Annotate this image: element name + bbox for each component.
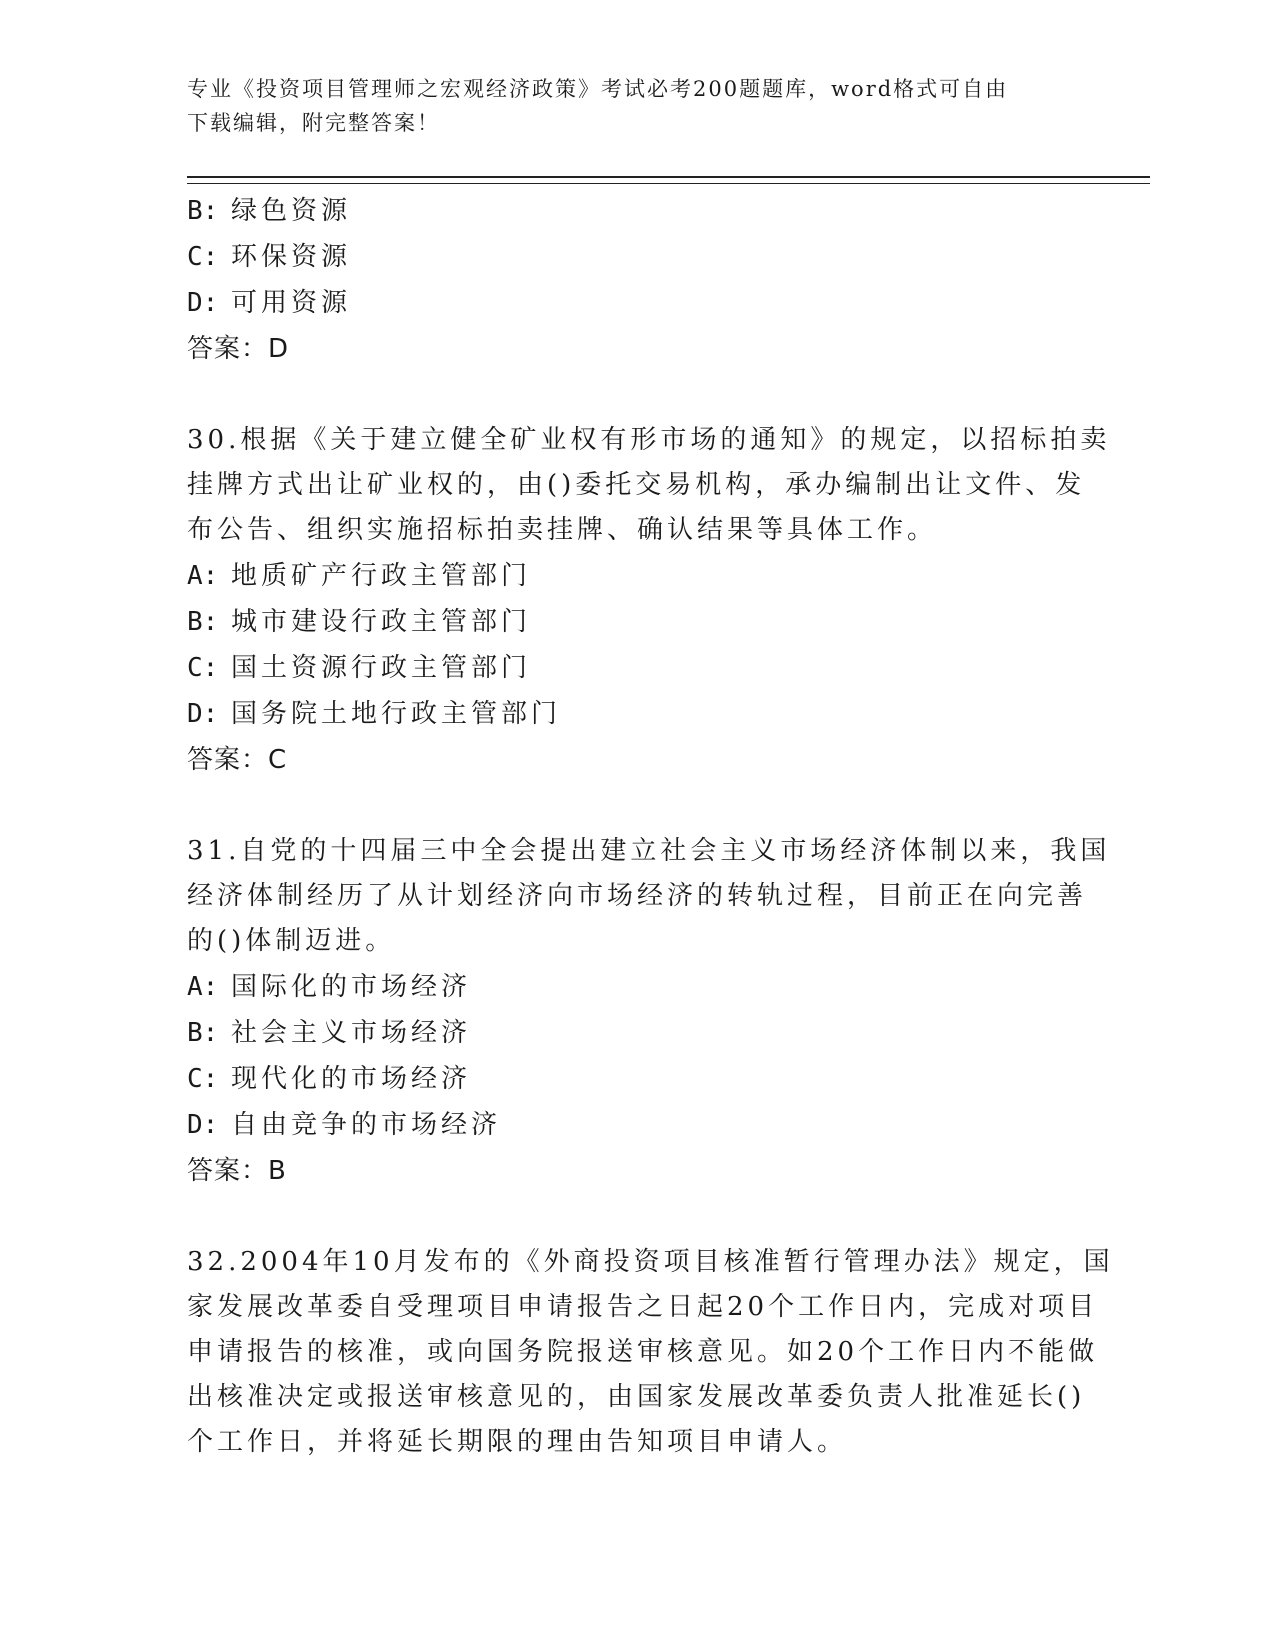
header-line-1: 专业《投资项目管理师之宏观经济政策》考试必考200题题库，word格式可自由 (187, 77, 1009, 101)
question-text-line: 布公告、组织实施招标拍卖挂牌、确认结果等具体工作。 (187, 515, 938, 545)
question-block-31 (187, 829, 1111, 1194)
option-text: 国务院土地行政主管部门 (231, 699, 562, 729)
question-text-line: 个工作日，并将延长期限的理由告知项目申请人。 (187, 1427, 848, 1457)
question-text-line: 经济体制经历了从计划经济向市场经济的转轨过程，目前正在向完善 (187, 881, 1088, 911)
option-text: 绿色资源 (231, 196, 352, 226)
spacer (187, 783, 1067, 829)
option-a (187, 964, 1067, 1010)
option-letter: C: (187, 242, 219, 272)
option-text: 国际化的市场经济 (231, 972, 472, 1002)
question-text-line: 出核准决定或报送审核意见的，由国家发展改革委负责人批准延长() (187, 1382, 1086, 1412)
option-letter: B: (187, 196, 219, 226)
answer-line: 答案：B (187, 1156, 287, 1186)
option-c (187, 1056, 1067, 1102)
option-letter: B: (187, 1018, 219, 1048)
option-letter: B: (187, 607, 219, 637)
question-content (187, 188, 1114, 1465)
option-c (187, 234, 1067, 280)
option-letter: A: (187, 561, 219, 591)
option-a (187, 553, 1067, 599)
spacer (187, 1194, 1067, 1240)
answer-line: 答案：D (187, 334, 290, 364)
option-text: 社会主义市场经济 (231, 1018, 472, 1048)
option-letter: D: (187, 288, 219, 318)
option-letter: D: (187, 1110, 219, 1140)
option-text: 地质矿产行政主管部门 (231, 561, 532, 591)
option-text: 现代化的市场经济 (231, 1064, 472, 1094)
option-b (187, 599, 1067, 645)
option-text: 环保资源 (231, 242, 352, 272)
header-divider (187, 176, 1150, 184)
question-text-line: 30.根据《关于建立健全矿业权有形市场的通知》的规定，以招标拍卖 (187, 425, 1111, 455)
option-c (187, 645, 1067, 691)
option-d (187, 691, 1067, 737)
question-text-line: 家发展改革委自受理项目申请报告之日起20个工作日内，完成对项目 (187, 1292, 1099, 1322)
option-letter: D: (187, 699, 219, 729)
option-letter: C: (187, 1064, 219, 1094)
option-b (187, 188, 1067, 234)
option-text: 可用资源 (231, 288, 352, 318)
option-letter: A: (187, 972, 219, 1002)
option-text: 城市建设行政主管部门 (231, 607, 532, 637)
option-b (187, 1010, 1067, 1056)
question-text-line: 申请报告的核准，或向国务院报送审核意见。如20个工作日内不能做 (187, 1337, 1099, 1367)
question-block-29 (187, 188, 1067, 372)
page-header (187, 72, 1067, 140)
option-text: 国土资源行政主管部门 (231, 653, 532, 683)
option-d (187, 280, 1067, 326)
answer-line: 答案：C (187, 745, 288, 775)
spacer (187, 372, 1067, 418)
option-d (187, 1102, 1067, 1148)
option-letter: C: (187, 653, 219, 683)
question-text-line: 挂牌方式出让矿业权的，由()委托交易机构，承办编制出让文件、发 (187, 470, 1086, 500)
question-text-line: 31.自党的十四届三中全会提出建立社会主义市场经济体制以来，我国 (187, 836, 1111, 866)
header-line-2: 下载编辑，附完整答案！ (187, 111, 440, 135)
question-text-line: 的()体制迈进。 (187, 926, 396, 956)
question-block-32 (187, 1240, 1114, 1465)
option-text: 自由竞争的市场经济 (231, 1110, 502, 1140)
question-block-30 (187, 418, 1111, 783)
question-text-line: 32.2004年10月发布的《外商投资项目核准暂行管理办法》规定，国 (187, 1247, 1114, 1277)
